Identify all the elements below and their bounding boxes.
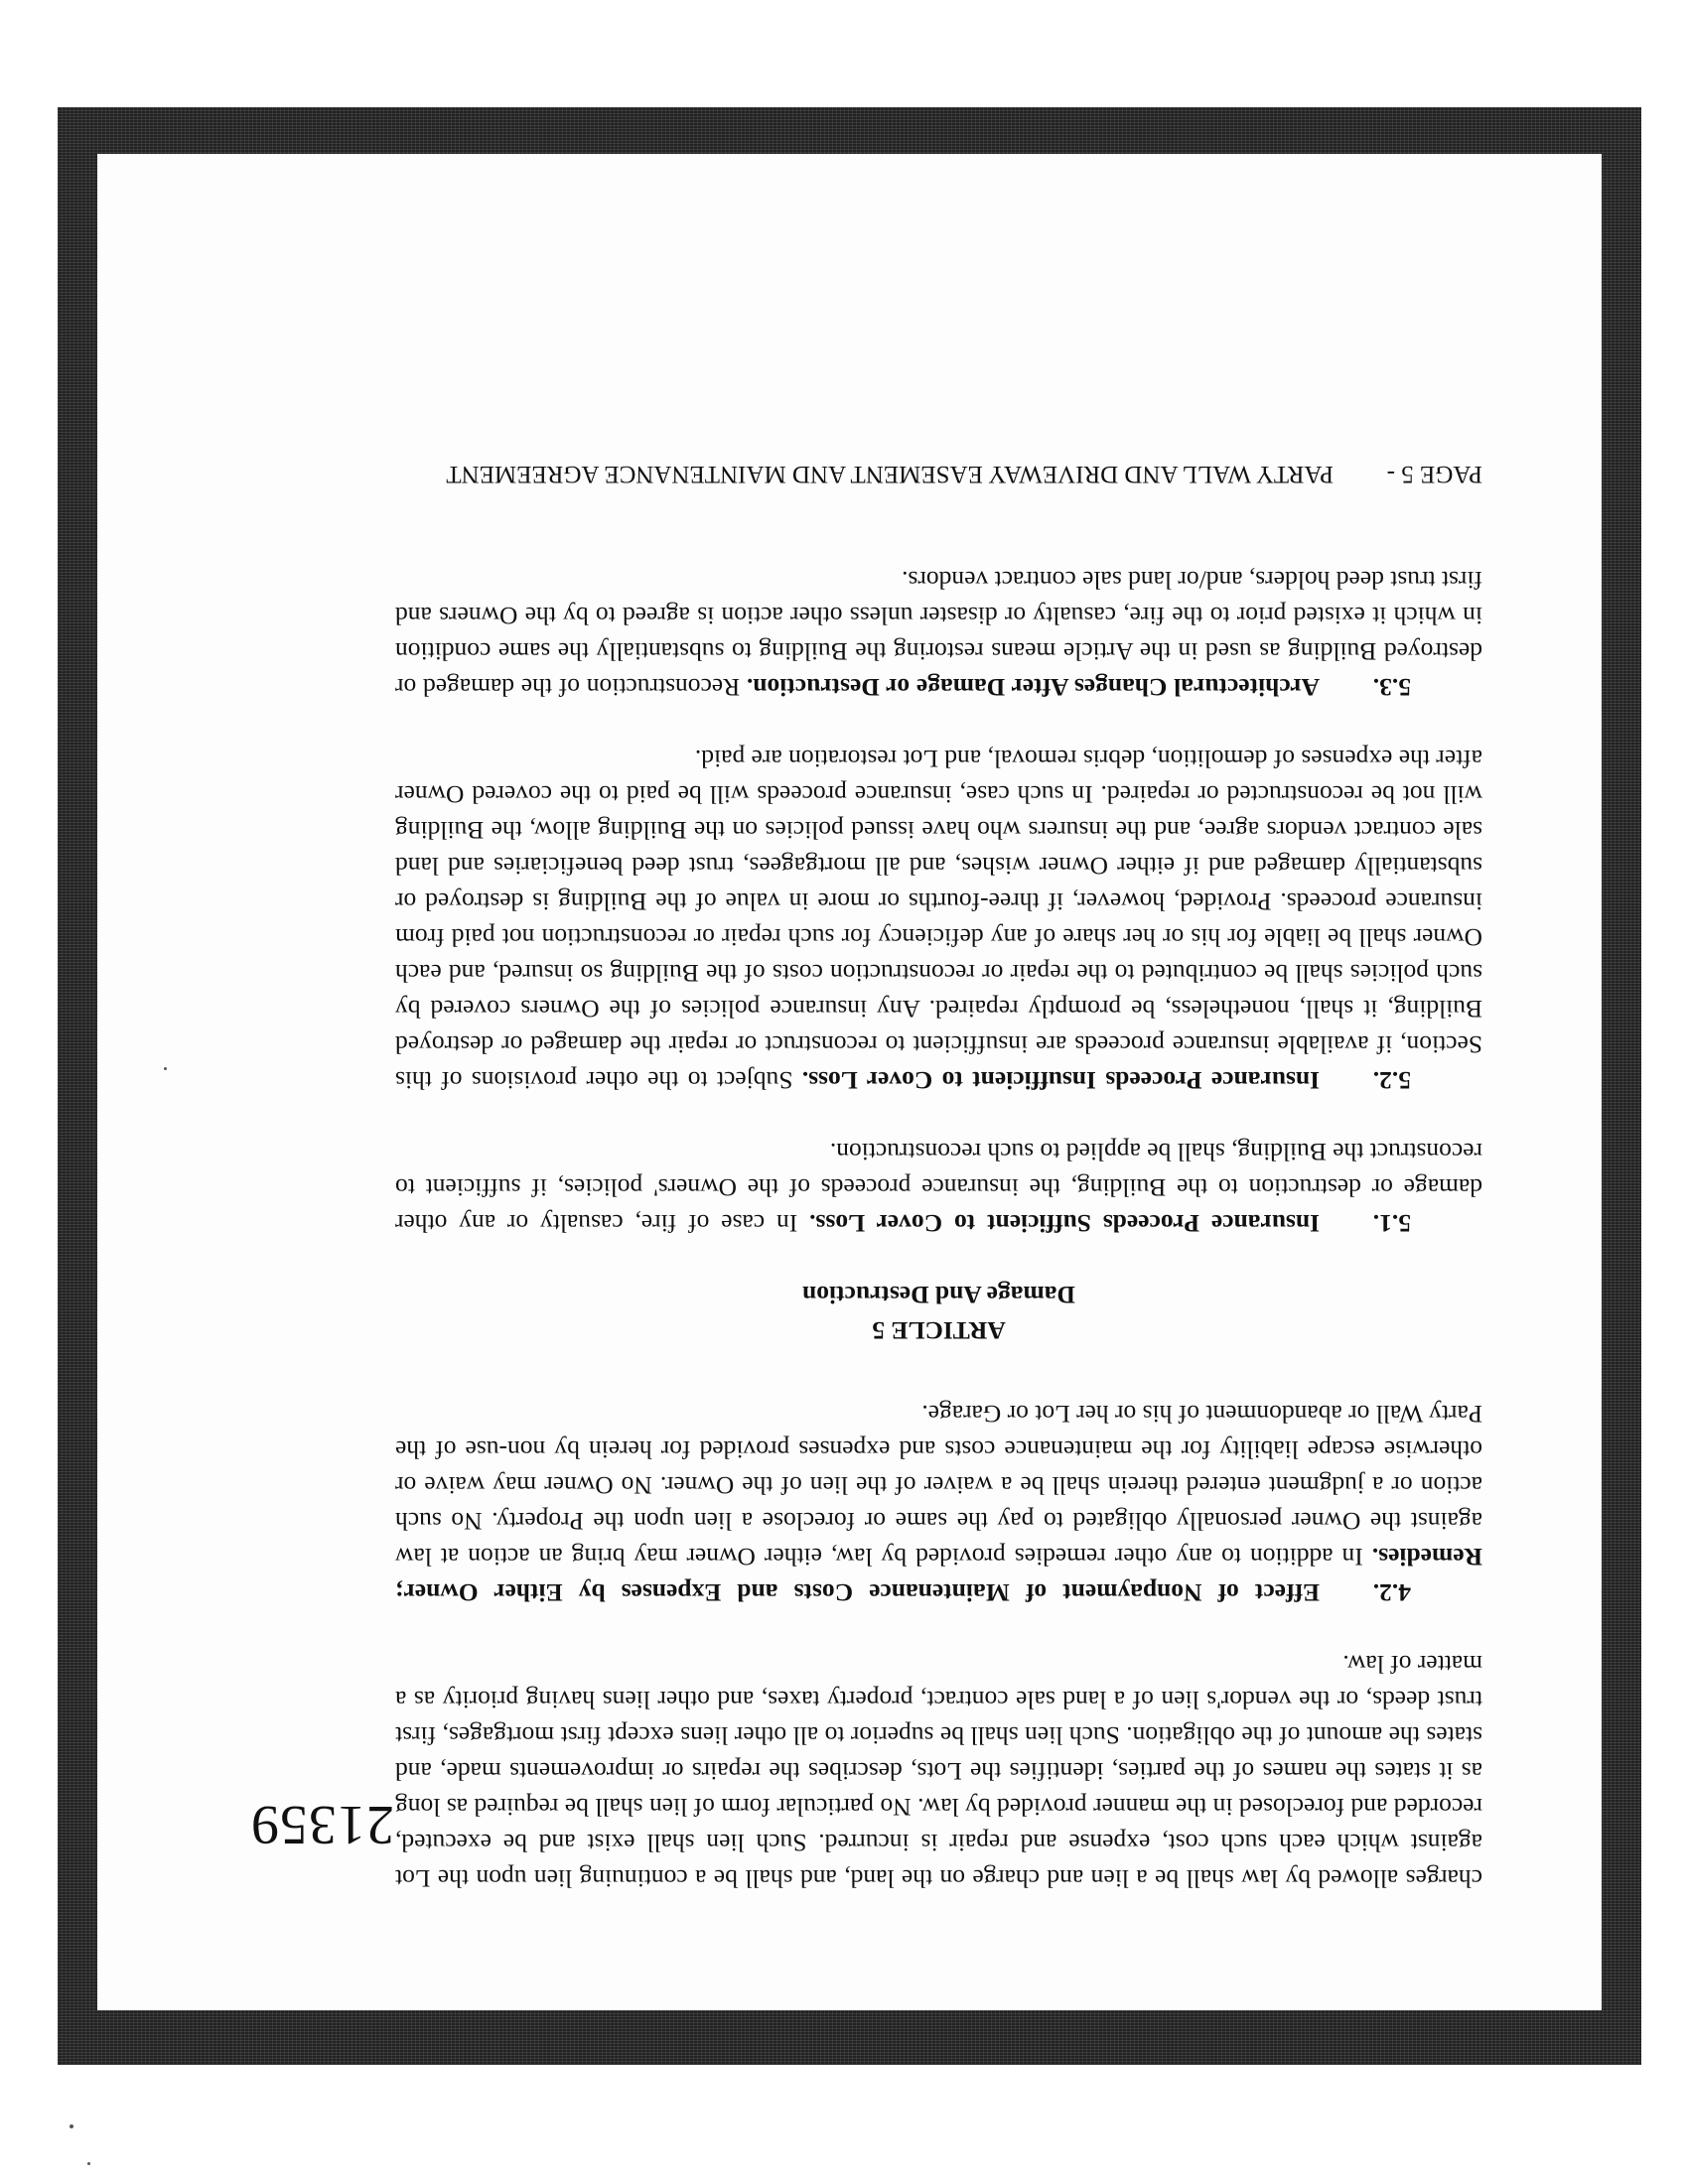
section-body: Subject to the other provisions of this Section, if available insurance proceeds are insufficient to reconstruct or repair the damaged or destroyed Building, it shall, nonetheless, be promptly repaired. Any insurance policies of the Owners covered by such policies shall be contributed to the repair or reconstruction costs of the Building so insured, and each Owner shall be liable for his or her share of any deficiency for such repair or reconstruction not paid from insurance proceeds. Provided, however, if three-fourths or more in value of the Building is destroyed or substantially damaged and if either Owner wishes, and all mortgagees, trust deed beneficiaries and land sale contract vendors agree, and the insurers who have issued policies on the Building allow, the Building will not be reconstructed or repaired. In such case, insurance proceeds will be paid to the covered Owner after the expenses of demolition, debris removal, and Lot restoration are paid.	[394, 745, 1482, 1095]
section-5-3	[395, 562, 1482, 705]
section-5-1	[395, 1134, 1482, 1241]
page-label: PAGE 5 -	[1386, 461, 1482, 487]
article-heading: ARTICLE 5	[872, 1316, 1006, 1345]
document-number: 21359	[250, 1794, 394, 1855]
section-body: In case of fire, casualty or any other damage or destruction to the Building, the insurance proceeds of the Owners' policies, if sufficient to reconstruct the Building, shall be applied to such reconstruction.	[394, 1138, 1482, 1238]
section-title: Insurance Proceeds Insufficient to Cover Loss.	[801, 1066, 1320, 1095]
section-number: 5.1.	[1372, 1209, 1411, 1238]
section-number: 5.2.	[1372, 1066, 1411, 1095]
section-body: In addition to any other remedies provided by law, either Owner may bring an action at law against the Owner personally obligated to pay the same or foreclose a lien upon the Property. No such action or a judgment entered therein shall be a waiver of the lien of the Owner. No Owner may waive or otherwise escape liability for the maintenance costs and expenses provided for herein by non-use of the Party Wall or abandonment of his or her Lot or Garage.	[394, 1400, 1482, 1571]
document-body	[395, 457, 1482, 1896]
scan-speck	[87, 2162, 90, 2165]
scan-speck	[70, 2124, 73, 2128]
section-title: Effect of Nonpayment of Maintenance Costs and Expenses by Either Owner; Remedies.	[395, 1543, 1482, 1607]
section-5-2	[395, 741, 1482, 1098]
section-number: 5.3.	[1372, 673, 1411, 702]
scan-speck	[164, 1067, 167, 1070]
section-body: Reconstruction of the damaged or destroyed Building as used in the Article means restoring the Building to substantially the same condition in which it existed prior to the fire, casualty or disaster unless other action is agreed to by the Owners and first trust deed holders, and/or land sale contract vendors.	[394, 566, 1482, 702]
footer-title: PARTY WALL AND DRIVEWAY EASEMENT AND MAINTENANCE AGREEMENT	[446, 461, 1334, 487]
section-number: 4.2.	[1372, 1578, 1411, 1607]
section-4-2	[395, 1396, 1482, 1610]
section-title: Insurance Proceeds Sufficient to Cover Loss.	[809, 1209, 1320, 1238]
section-title: Architectural Changes After Damage or Destruction.	[746, 673, 1320, 702]
continued-paragraph: charges allowed by law shall be a lien and charge on the land, and shall be a continuing lien upon the Lot against which each such cost, expense and repair is incurred. Such lien shall exist and be executed, recorded and foreclosed in the manner provided by law. No particular form of lien shall be required as long as it states the names of the parties, identifies the Lots, describes the repairs or improvements made, and states the amount of the obligation. Such lien shall be superior to all other liens except first mortgages, first trust deeds, or the vendor's lien of a land sale contract, property taxes, and other liens having priority as a matter of law.	[395, 1650, 1482, 1893]
page-footer	[395, 457, 1482, 490]
article-title: Damage And Destruction	[802, 1281, 1075, 1309]
scanned-document-upside-down	[97, 154, 1602, 2010]
